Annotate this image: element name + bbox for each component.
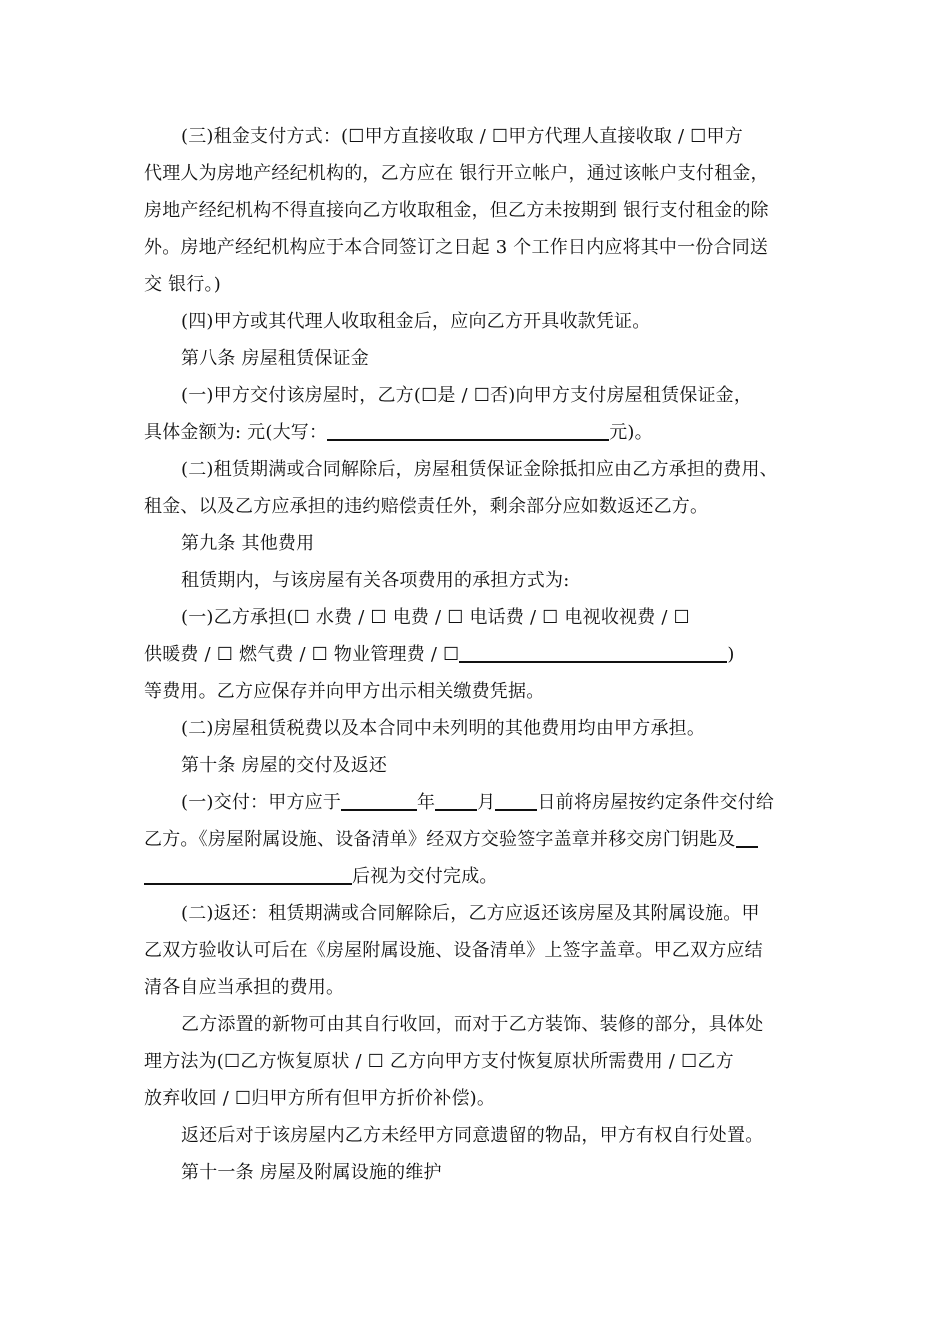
paragraph-line: (二)租赁期满或合同解除后，房屋租赁保证金除抵扣应由乙方承担的费用、 [181,459,778,480]
article-heading [144,1154,800,1191]
delivery-day-blank [495,791,537,811]
paragraph-line: 外。房地产经纪机构应于本合同签订之日起 3 个工作日内应将其中一份合同送 [144,237,769,258]
article-heading [144,525,800,562]
paragraph-line: 放弃收回 / ☐归甲方所有但甲方折价补偿)。 [144,1088,496,1109]
paragraph-line: (一)乙方承担(☐ 水费 / ☐ 电费 / ☐ 电话费 / ☐ 电视收视费 / ☐ [181,607,690,628]
paragraph-line: 交 银行。) [144,274,221,295]
clause-payment-method: (三)租金支付方式：(☐甲方直接收取 / ☐甲方代理人直接收取 / ☐甲方 [181,126,743,147]
article-10-title: 第十条 房屋的交付及返还 [181,755,388,776]
paragraph-line: (一)交付：甲方应于 年 月 日前将房屋按约定条件交付给 [181,792,775,813]
paragraph-line: 租赁期内，与该房屋有关各项费用的承担方式为: [181,570,570,591]
paragraph-line: 供暖费 / ☐ 燃气费 / ☐ 物业管理费 / ☐ ) [144,644,735,665]
other-fee-blank [459,643,727,663]
article-heading [144,340,800,377]
paragraph-line: 具体金额为: 元(大写： 元)。 [144,422,653,443]
paragraph-line: 理方法为(☐乙方恢复原状 / ☐ 乙方向甲方支付恢复原状所需费用 / ☐乙方 [144,1051,734,1072]
paragraph-line: 后视为交付完成。 [144,858,800,895]
paragraph-line: 乙方添置的新物可由其自行收回，而对于乙方装饰、装修的部分，具体处 [181,1014,764,1035]
paragraph-line: (二)返还：租赁期满或合同解除后，乙方应返还该房屋及其附属设施。甲 [181,903,760,924]
paragraph-line: 等费用。乙方应保存并向甲方出示相关缴费凭据。 [144,681,545,702]
article-heading [144,747,800,784]
paragraph-line: 乙双方验收认可后在《房屋附属设施、设备清单》上签字盖章。甲乙双方应结 [144,940,763,961]
paragraph-line: (一)甲方交付该房屋时，乙方(☐是 / ☐否)向甲方支付房屋租赁保证金， [181,385,753,406]
article-8-title: 第八条 房屋租赁保证金 [181,348,369,369]
deposit-amount-blank [327,421,609,441]
keys-items-blank [144,865,352,885]
keys-items-blank-start [736,828,758,848]
paragraph-line: 房地产经纪机构不得直接向乙方收取租金，但乙方未按期到 银行支付租金的除 [144,200,769,221]
paragraph-line: 清各自应当承担的费用。 [144,977,345,998]
paragraph-line: 代理人为房地产经纪机构的，乙方应在 银行开立帐户，通过该帐户支付租金， [144,163,769,184]
paragraph-line: 乙方。《房屋附属设施、设备清单》经双方交验签字盖章并移交房门钥匙及 [144,821,800,858]
paragraph-line: 租金、以及乙方应承担的违约赔偿责任外，剩余部分应如数返还乙方。 [144,496,709,517]
paragraph-line [144,118,800,155]
delivery-month-blank [435,791,477,811]
clause-receipt: (四)甲方或其代理人收取租金后，应向乙方开具收款凭证。 [181,311,651,332]
article-9-title: 第九条 其他费用 [181,533,315,554]
paragraph-line: 返还后对于该房屋内乙方未经甲方同意遗留的物品，甲方有权自行处置。 [181,1125,764,1146]
contract-page [144,118,800,1191]
paragraph-line [144,303,800,340]
delivery-year-blank [341,791,417,811]
article-11-title: 第十一条 房屋及附属设施的维护 [181,1162,442,1183]
paragraph-line: (二)房屋租赁税费以及本合同中未列明的其他费用均由甲方承担。 [181,718,706,739]
